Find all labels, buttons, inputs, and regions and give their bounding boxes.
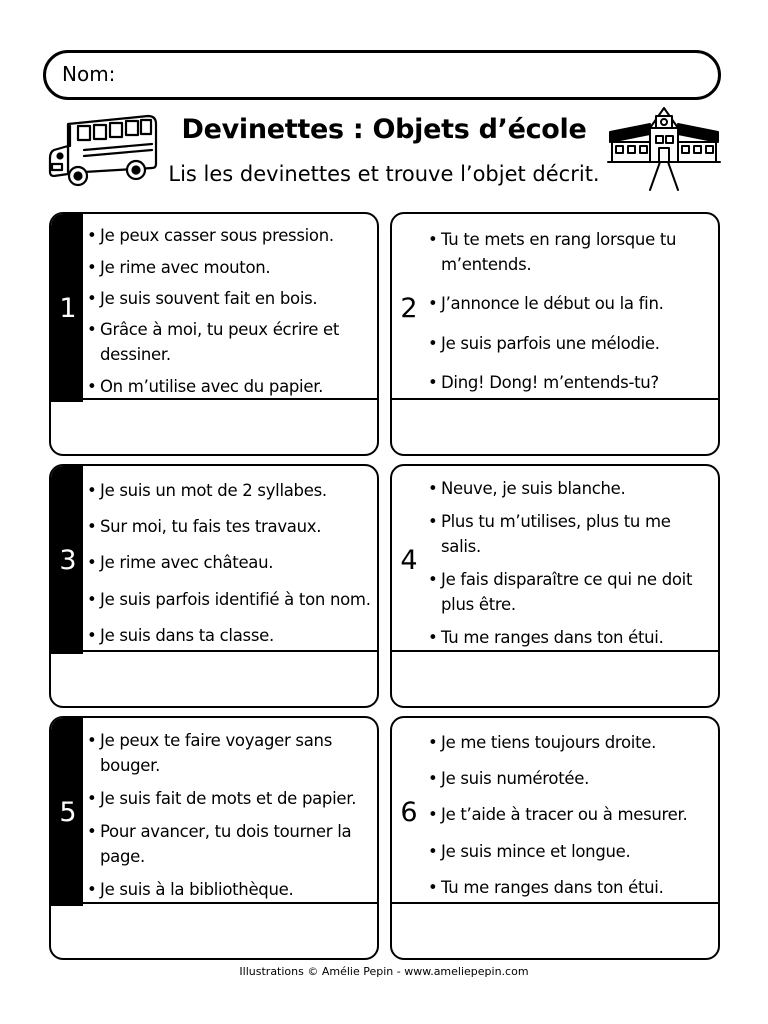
riddle-clue: • Neuve, je suis blanche. [426, 476, 712, 501]
answer-box[interactable] [392, 650, 718, 706]
riddle-clue: • Ding! Dong! m’entends-tu? [426, 370, 712, 395]
riddle-number: 5 [59, 796, 77, 828]
answer-box[interactable] [392, 398, 718, 454]
riddle-card-3 [49, 464, 379, 708]
answer-box[interactable] [51, 902, 377, 958]
riddle-number: 1 [59, 292, 77, 324]
riddle-number: 3 [59, 544, 77, 576]
riddle-number: 6 [400, 796, 418, 828]
name-field[interactable] [43, 50, 721, 100]
riddle-clue: • Je me tiens toujours droite. [426, 730, 712, 755]
riddle-clue: • Je suis souvent fait en bois. [85, 286, 371, 311]
riddle-clue: • Je suis numérotée. [426, 766, 712, 791]
name-label: Nom: [62, 62, 116, 86]
riddle-clue: • Pour avancer, tu dois tourner la page. [85, 819, 371, 869]
riddle-number: 4 [400, 544, 418, 576]
riddle-clue: • Je peux casser sous pression. [85, 223, 371, 248]
riddle-clue: • Plus tu m’utilises, plus tu me salis. [426, 509, 712, 559]
riddle-clue-list [426, 724, 712, 906]
riddle-clue: • Je suis à la bibliothèque. [85, 877, 371, 902]
riddle-clue: • Je peux te faire voyager sans bouger. [85, 728, 371, 778]
page-subtitle: Lis les devinettes et trouve l’objet décrit. [168, 162, 600, 186]
riddle-clue-list [85, 220, 371, 402]
riddle-clue: • Je suis dans ta classe. [85, 623, 371, 648]
answer-box[interactable] [392, 902, 718, 958]
page-title: Devinettes : Objets d’école [181, 114, 587, 145]
riddle-clue: • Sur moi, tu fais tes travaux. [85, 514, 371, 539]
riddle-clue: • Je suis fait de mots et de papier. [85, 786, 371, 811]
riddle-card-1 [49, 212, 379, 456]
riddle-clue: • Je suis parfois identifié à ton nom. [85, 587, 371, 612]
riddle-clue: • Je suis parfois une mélodie. [426, 331, 712, 356]
riddle-clue: • Je rime avec mouton. [85, 255, 371, 280]
riddle-clue-list [426, 220, 712, 402]
riddle-clue: • On m’utilise avec du papier. [85, 374, 371, 399]
riddle-card-6 [390, 716, 720, 960]
riddle-clue-list [85, 724, 371, 906]
riddle-clue-list [426, 472, 712, 654]
riddle-clue: • Tu me ranges dans ton étui. [426, 875, 712, 900]
riddle-clue-list [85, 472, 371, 654]
riddle-card-5 [49, 716, 379, 960]
answer-box[interactable] [51, 650, 377, 706]
riddle-clue: • Grâce à moi, tu peux écrire et dessiner. [85, 317, 371, 367]
riddle-card-4 [390, 464, 720, 708]
riddle-clue: • Je t’aide à tracer ou à mesurer. [426, 802, 712, 827]
riddle-clue: • Je suis un mot de 2 syllabes. [85, 478, 371, 503]
riddle-clue: • Je suis mince et longue. [426, 839, 712, 864]
riddle-clue: • Tu me ranges dans ton étui. [426, 625, 712, 650]
riddle-clue: • J’annonce le début ou la fin. [426, 291, 712, 316]
answer-box[interactable] [51, 398, 377, 454]
riddle-card-2 [390, 212, 720, 456]
riddle-number: 2 [400, 292, 418, 324]
riddle-clue: • Je rime avec château. [85, 550, 371, 575]
riddle-clue: • Je fais disparaître ce qui ne doit plus être. [426, 567, 712, 617]
footer-credit: Illustrations © Amélie Pepin - www.ameliepepin.com [239, 965, 529, 978]
riddle-clue: • Tu te mets en rang lorsque tu m’entends. [426, 227, 712, 277]
